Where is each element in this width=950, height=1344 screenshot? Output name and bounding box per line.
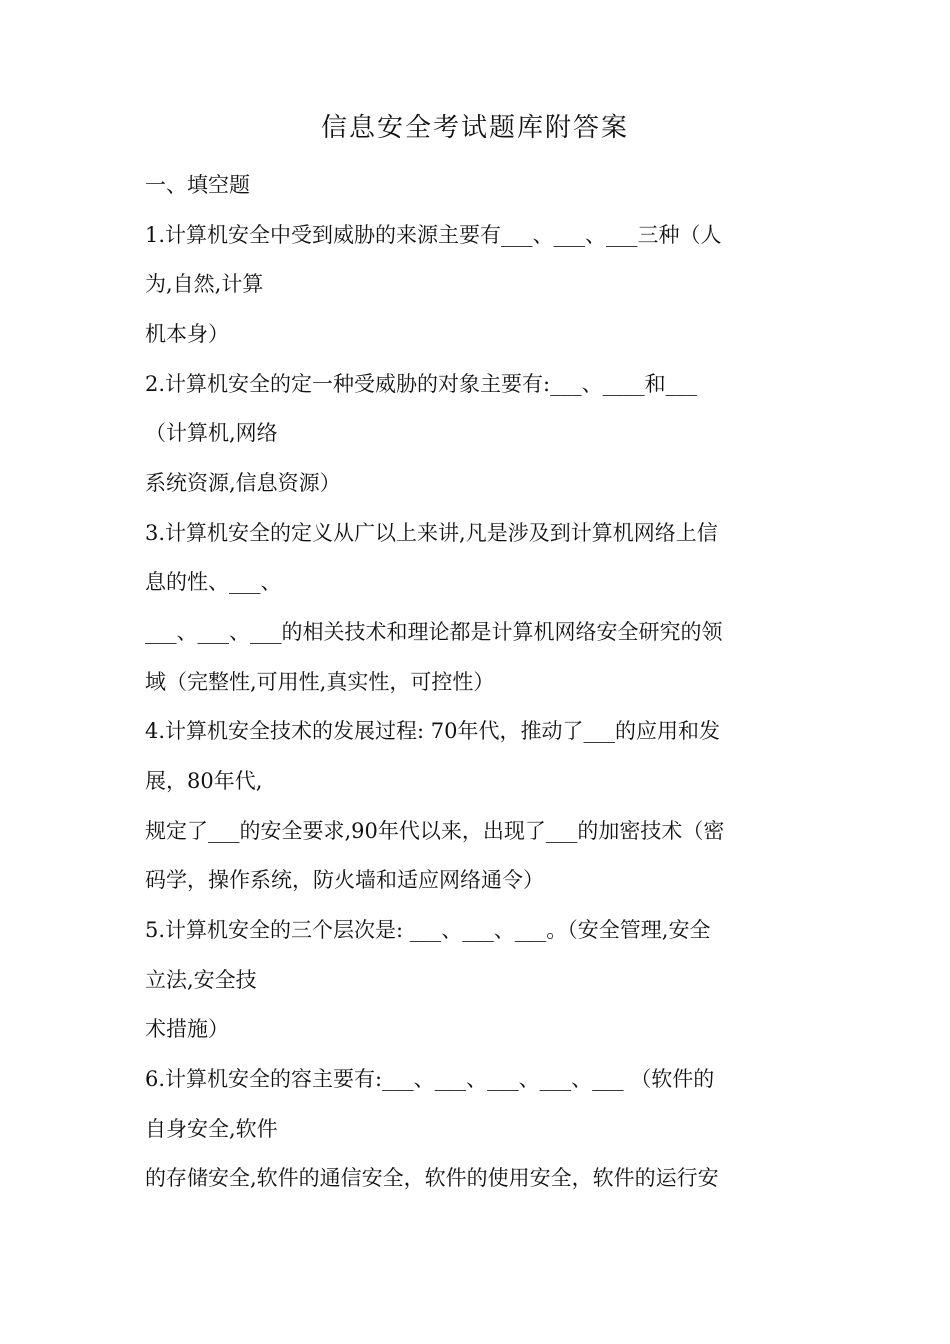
text-line: 5.计算机安全的三个层次是: ___、___、___。（安全管理,安全 (145, 918, 711, 942)
text-line: 域（完整性,可用性,真实性，可控性） (145, 670, 495, 694)
text-line: （计算机,网络 (145, 421, 278, 445)
text-line: 为,自然,计算 (145, 272, 264, 296)
document-title: 信息安全考试题库附答案 (320, 113, 629, 143)
text-line: 4.计算机安全技术的发展过程: 70年代，推动了___的应用和发 (145, 719, 721, 743)
text-line: 1.计算机安全中受到威胁的来源主要有___、___、___三种（人 (145, 223, 722, 247)
text-line: 立法,安全技 (145, 968, 257, 992)
text-line: ___、___、___的相关技术和理论都是计算机网络安全研究的领 (145, 620, 723, 644)
text-line: 展，80年代, (145, 769, 263, 793)
section-heading: 一、填空题 (145, 173, 250, 197)
text-line: 码学，操作系统，防火墙和适应网络通令） (145, 868, 544, 892)
text-line: 息的性、___、 (145, 570, 282, 594)
text-line: 6.计算机安全的容主要有:___、___、___、___、___ （软件的 (145, 1067, 715, 1091)
text-line: 的存储安全,软件的通信安全，软件的使用安全，软件的运行安 (145, 1166, 719, 1190)
text-line: 系统资源,信息资源） (145, 471, 341, 495)
text-line: 机本身） (145, 322, 229, 346)
text-line: 规定了___的安全要求,90年代以来，出现了___的加密技术（密 (145, 819, 725, 843)
text-line: 2.计算机安全的定一种受威胁的对象主要有:___、____和___ (145, 372, 698, 396)
text-line: 3.计算机安全的定义从广以上来讲,凡是涉及到计算机网络上信 (145, 521, 718, 545)
text-line: 术措施） (145, 1017, 229, 1041)
text-line: 自身安全,软件 (145, 1117, 278, 1141)
